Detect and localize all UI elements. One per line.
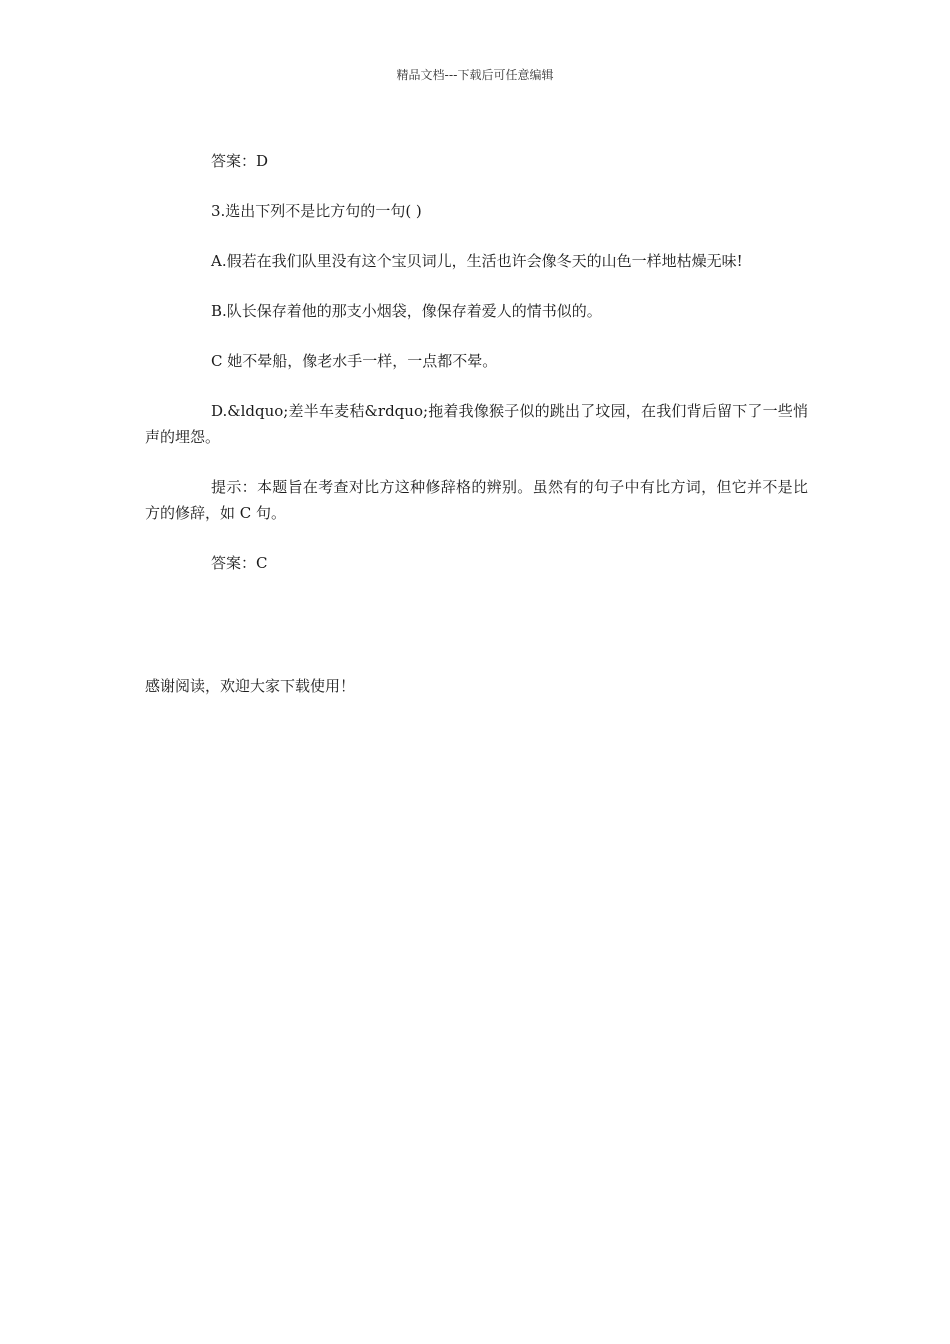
option-c: C 她不晕船，像老水手一样，一点都不晕。 — [211, 352, 498, 370]
question-3: 3.选出下列不是比方句的一句( ) — [211, 202, 422, 220]
answer-line: 答案：C — [211, 554, 268, 572]
document-body — [145, 148, 808, 600]
option-b: B.队长保存着他的那支小烟袋，像保存着爱人的情书似的。 — [211, 302, 602, 320]
option-a: A.假若在我们队里没有这个宝贝词儿，生活也许会像冬天的山色一样地枯燥无味! — [211, 252, 743, 270]
answer-line: 答案：D — [211, 152, 269, 170]
closing-text: 感谢阅读，欢迎大家下载使用！ — [145, 677, 356, 695]
hint-paragraph: 提示：本题旨在考查对比方这种修辞格的辨别。虽然有的句子中有比方词，但它并不是比方的修辞，如 C 句。 — [145, 478, 808, 522]
option-d: D.&ldquo;差半车麦秸&rdquo;拖着我像猴子似的跳出了坟园，在我们背后留下了一些悄声的埋怨。 — [145, 402, 808, 446]
page-header: 精品文档---下载后可任意编辑 — [396, 68, 554, 82]
